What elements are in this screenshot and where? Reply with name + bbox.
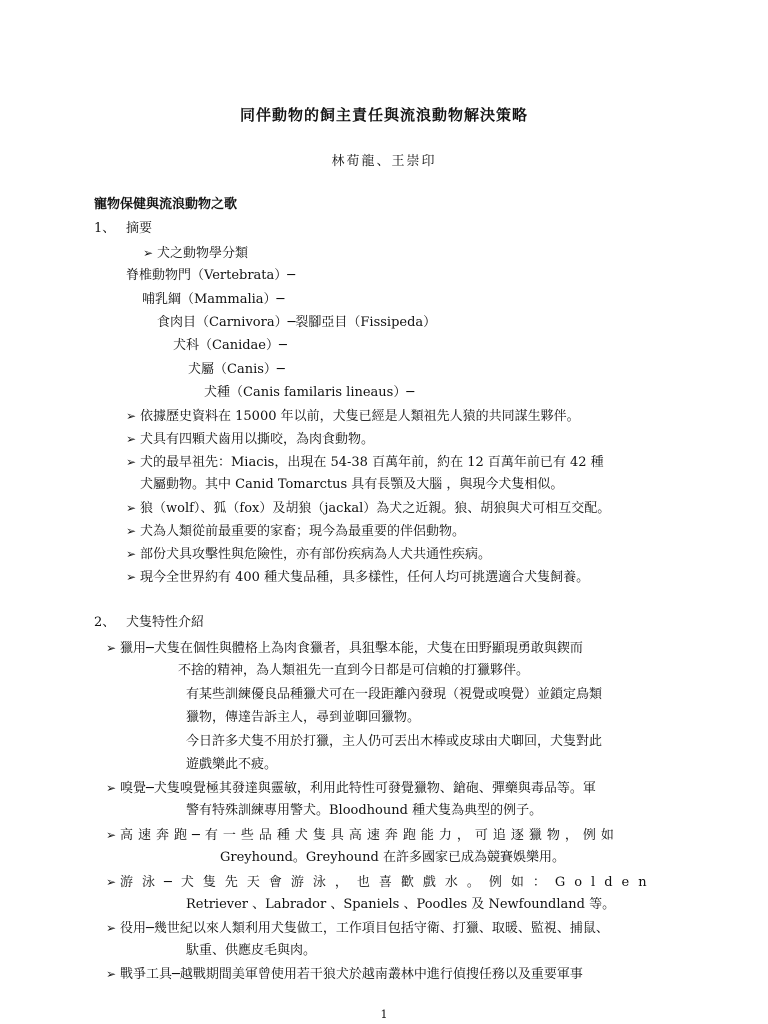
section-1-title: 摘要 [126,221,153,236]
arrow-bullet-icon: ➢ [106,828,117,842]
arrow-bullet-icon: ➢ [126,455,137,469]
taxonomy-class: 哺乳綱（Mammalia）─ [142,292,285,307]
list-item-continuation: Greyhound。Greyhound 在許多國家已成為競賽娛樂用。 [220,850,565,865]
list-item: ➢ 戰爭工具─越戰期間美軍曾使用若干狼犬於越南叢林中進行偵搜任務以及重要軍事 [106,967,583,982]
taxonomy-phylum: 脊椎動物門（Vertebrata）─ [126,268,296,283]
list-item: ➢ 獵用─犬隻在個性與體格上為肉食獵者，具狙擊本能，犬隻在田野顯現勇敢與鍥而 [106,641,583,656]
list-item: ➢ 現今全世界約有 400 種犬隻品種，具多樣性，任何人均可挑選適合犬隻飼養。 [126,570,590,585]
list-item: ➢ 役用─幾世紀以來人類利用犬隻做工，工作項目包括守衛、打獵、取暖、監視、捕鼠、 [106,921,609,936]
document-title: 同伴動物的飼主責任與流浪動物解決策略 [239,106,528,124]
list-item-continuation: 不捨的精神，為人類祖先一直到今日都是可信賴的打獵夥伴。 [178,663,530,678]
list-item-continuation: Retriever 、Labrador 、Spaniels 、Poodles 及 Newfoundland 等。 [186,897,616,912]
list-item-continuation: 犬屬動物。其中 Canid Tomarctus 具有長顎及大腦 ，與現今犬隻相似。 [140,477,564,492]
arrow-bullet-icon: ➢ [126,570,137,584]
taxonomy-genus: 犬屬（Canis）─ [188,362,285,377]
list-item: ➢ 部份犬具攻擊性與危險性，亦有部份疾病為人犬共通性疾病。 [126,547,492,562]
taxonomy-order: 食肉目（Carnivora）─裂腳亞目（Fissipeda） [157,315,437,330]
section-2-number: 2、 [94,615,116,630]
list-item-continuation: 馱重、供應皮毛與肉。 [186,943,317,958]
list-item: ➢ 游泳─犬隻先天會游泳，也喜歡戲水。例如：Golden [106,875,656,890]
arrow-bullet-icon: ➢ [126,409,137,423]
list-item: ➢ 犬的最早祖先：Miacis，出現在 54-38 百萬年前，約在 12 百萬年前已有 42 種 [126,455,604,470]
taxonomy-species: 犬種（Canis familaris lineaus）─ [204,385,415,400]
arrow-bullet-icon: ➢ [106,875,117,889]
list-item-continuation: 有某些訓練優良品種獵犬可在一段距離內發現（視覺或嗅覺）並鎖定鳥類 [186,687,603,702]
arrow-bullet-icon: ➢ [106,641,117,655]
arrow-bullet-icon: ➢ [126,524,137,538]
list-item-continuation: 警有特殊訓練專用警犬。Bloodhound 種犬隻為典型的例子。 [186,803,543,818]
list-item: ➢ 高速奔跑─有一些品種犬隻具高速奔跑能力，可追逐獵物，例如 [106,828,619,843]
list-item-continuation: 遊戲樂此不疲。 [186,757,278,772]
list-item: ➢ 依據歷史資料在 15000 年以前，犬隻已經是人類祖先人猿的共同謀生夥伴。 [126,409,580,424]
arrow-bullet-icon: ➢ [126,432,137,446]
list-item: ➢ 犬為人類從前最重要的家畜；現今為最重要的伴侶動物。 [126,524,466,539]
arrow-bullet-icon: ➢ [126,501,137,515]
arrow-bullet-icon: ➢ [126,547,137,561]
list-item: ➢ 犬具有四顆犬齒用以撕咬，為肉食動物。 [126,432,375,447]
arrow-bullet-icon: ➢ [106,967,117,981]
section-2-title: 犬隻特性介紹 [126,615,205,630]
arrow-bullet-icon: ➢ [106,781,117,795]
list-item-continuation: 獵物，傳達告訴主人，尋到並啣回獵物。 [186,710,421,725]
page-number: 1 [380,1008,388,1021]
list-item: ➢ 嗅覺─犬隻嗅覺極其發達與靈敏，利用此特性可發覺獵物、鎗砲、彈藥與毒品等。軍 [106,781,596,796]
list-item: ➢ 狼（wolf）、狐（fox）及胡狼（jackal）為犬之近親。狼、胡狼與犬可相互交配。 [126,501,611,516]
section-heading: 寵物保健與流浪動物之歌 [94,197,238,212]
arrow-bullet-icon: ➢ [143,246,154,260]
taxonomy-family: 犬科（Canidae）─ [173,338,287,353]
document-authors: 林荀龍、王崇印 [331,154,437,169]
list-item-continuation: 今日許多犬隻不用於打獵，主人仍可丟出木棒或皮球由犬啣回，犬隻對此 [186,734,603,749]
taxonomy-item [143,244,248,263]
section-1-number: 1、 [94,221,116,236]
arrow-bullet-icon: ➢ [106,921,117,935]
taxonomy-label: 犬之動物學分類 [157,246,249,261]
